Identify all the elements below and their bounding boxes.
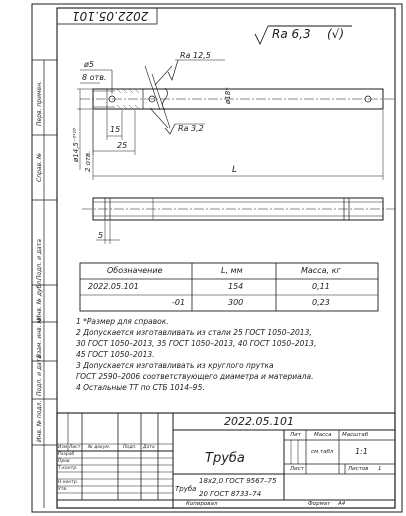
title-block-material-line1: 18х2,0 ГОСТ 9567–75 <box>199 477 277 485</box>
tb-col-sign: Подп. <box>123 445 137 450</box>
tb-scale-label: Масштаб <box>342 432 369 438</box>
tb-format-value: А4 <box>338 501 346 507</box>
note-line: 3 Допускается изготавливать из круглого прутка <box>76 361 274 370</box>
tb-scale-value: 1:1 <box>355 447 368 456</box>
spec-row1-length: 154 <box>228 282 244 291</box>
tb-sheet-label: Лист <box>290 466 304 472</box>
tb-row-utv: Утв. <box>58 487 68 492</box>
title-block-material-line2: 20 ГОСТ 8733–74 <box>199 490 262 498</box>
spec-row2-mass: 0,23 <box>312 298 330 307</box>
note-line: 45 ГОСТ 1050–2013. <box>76 350 155 359</box>
top-designation-stamp: 2022.05.101 <box>72 9 149 23</box>
spec-header-length: L, мм <box>221 266 243 275</box>
dim-25: 25 <box>117 141 128 150</box>
note-line: 1 *Размер для справок. <box>76 317 169 326</box>
tb-col-list: Лист <box>69 445 81 450</box>
margin-label: Подп. и дата <box>36 355 43 396</box>
title-block-name: Труба <box>205 451 245 466</box>
dim-5: 5 <box>98 231 104 240</box>
tb-row-tkontr: Т.контр. <box>58 466 78 471</box>
margin-label: Перв. примен. <box>36 80 43 126</box>
note-line: 2 Допускается изготавливать из стали 25 ГОСТ 1050–2013, <box>76 328 312 337</box>
tb-copied: Копировал <box>186 501 218 507</box>
dim-hole-diameter: ø5 <box>84 60 94 69</box>
pipe-second-view <box>82 198 395 220</box>
tb-mass-label: Масса <box>314 432 332 438</box>
roughness-sign-general <box>255 26 268 44</box>
tb-row-razrab: Разраб <box>58 452 75 457</box>
tb-col-izm: Изм <box>58 445 68 450</box>
margin-label: Взам. инв. № <box>36 317 43 358</box>
roughness-general-sign: (√) <box>327 27 345 41</box>
tb-sheets-value: 1 <box>378 466 382 472</box>
pipe-main-view <box>80 66 395 128</box>
dim-d18: ø18* <box>224 87 232 104</box>
tb-lit-label: Лит <box>290 432 301 438</box>
roughness-general: Ra 6,3 <box>272 27 311 41</box>
title-block-material-label: Труба <box>175 485 197 493</box>
spec-row2-length: 300 <box>228 298 244 307</box>
tb-col-doc: № докум. <box>88 445 111 450</box>
margin-label: Подп. и дата <box>36 239 43 280</box>
tb-format: Формат <box>308 501 331 507</box>
tb-col-date: Дата <box>143 445 155 450</box>
spec-row2-designation: -01 <box>172 298 186 307</box>
tb-row-nkontr: Н.контр. <box>58 480 79 485</box>
dim-two-holes: 2 отв. <box>84 150 92 172</box>
tb-sheets-label: Листов <box>348 466 369 472</box>
roughness-ra32: Ra 3,2 <box>178 124 204 133</box>
note-line: ГОСТ 2590–2006 соответствующего диаметра и материала. <box>76 372 314 381</box>
tb-row-prov: Пров <box>58 459 70 464</box>
dim-15: 15 <box>110 125 121 134</box>
tb-mass-value: см.табл <box>311 449 334 455</box>
dim-holes-count: 8 отв. <box>82 73 107 82</box>
dim-length-l: L <box>232 165 238 175</box>
margin-label: Инв. № подл. <box>36 400 43 442</box>
dim-pipe-diameter: ø14,5⁻⁰'¹⁸ <box>72 128 80 162</box>
note-line: 4 Остальные ТТ по СТБ 1014–95. <box>76 383 205 392</box>
spec-row1-designation: 2022.05.101 <box>88 282 139 291</box>
spec-row1-mass: 0,11 <box>312 282 330 291</box>
title-block-designation: 2022.05.101 <box>224 415 294 428</box>
margin-label: Справ. № <box>36 152 43 182</box>
spec-header-designation: Обозначение <box>107 266 163 275</box>
spec-header-mass: Масса, кг <box>301 266 341 275</box>
margin-label: Инв. № дубл. <box>36 278 43 320</box>
roughness-ra125: Ra 12,5 <box>180 51 211 60</box>
note-line: 30 ГОСТ 1050–2013, 35 ГОСТ 1050–2013, 40 ГОСТ 1050–2013, <box>76 339 317 348</box>
